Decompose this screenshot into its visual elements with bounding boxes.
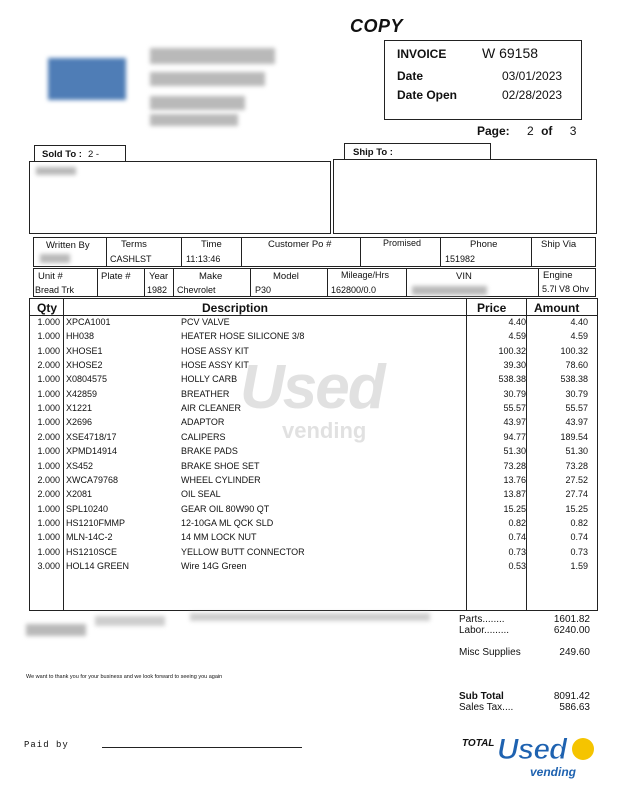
cell-part: HOL14 GREEN	[66, 560, 130, 571]
time-value: 11:13:46	[186, 254, 221, 264]
cell-qty: 1.000	[37, 317, 60, 327]
watermark-used: Used	[240, 353, 384, 422]
cell-desc: CALIPERS	[181, 431, 226, 442]
date-open-label: Date Open	[397, 88, 458, 102]
copy-label: COPY	[350, 16, 404, 36]
cell-part: HS1210SCE	[66, 546, 118, 557]
table-row	[33, 489, 596, 503]
cell-price: 100.32	[498, 345, 526, 356]
ship-to-box	[333, 159, 597, 234]
cell-part: XPMD14914	[66, 446, 118, 457]
cell-desc: BRAKE SHOE SET	[181, 460, 260, 471]
cell-part: X0804575	[66, 374, 108, 385]
cell-desc: OIL SEAL	[181, 489, 221, 500]
table-row	[33, 475, 596, 489]
cell-amount: 27.74	[565, 489, 588, 500]
table-row	[33, 461, 596, 475]
cell-price: 43.97	[503, 417, 526, 428]
table-row	[33, 561, 596, 575]
cell-price: 4.59	[508, 331, 526, 342]
customer-po-label: Customer Po #	[268, 239, 332, 250]
cell-part: SPL10240	[66, 503, 109, 514]
redacted-notes	[26, 624, 86, 636]
cell-qty: 1.000	[37, 374, 60, 385]
year-label: Year	[149, 271, 169, 282]
page-of: of	[541, 124, 553, 138]
table-row	[33, 504, 596, 518]
cell-desc: 12-10GA ML QCK SLD	[181, 517, 274, 528]
watermark-vending: vending	[282, 418, 367, 443]
redacted-vin	[412, 286, 487, 295]
cell-amount: 0.74	[570, 532, 588, 543]
labor-value: 6240.00	[553, 625, 590, 636]
cell-price: 4.40	[508, 317, 526, 327]
redacted-notes	[190, 613, 430, 621]
cell-qty: 2.000	[37, 474, 60, 485]
cell-desc: WHEEL CYLINDER	[181, 474, 261, 485]
engine-value: 5.7l V8 Ohv	[542, 284, 590, 294]
cell-part: XS452	[66, 460, 94, 471]
make-label: Make	[199, 271, 223, 282]
make-value: Chevrolet	[177, 285, 216, 295]
cell-price: 55.57	[503, 403, 526, 414]
page-current: 2	[527, 124, 534, 138]
qty-header: Qty	[37, 301, 58, 315]
signature-line	[102, 747, 302, 748]
logo-sun-icon	[572, 738, 594, 760]
cell-part: X2696	[66, 417, 93, 428]
redacted-logo	[48, 58, 126, 100]
redacted-sold-to	[36, 167, 76, 175]
table-row	[33, 317, 596, 331]
invoice-number: W 69158	[482, 45, 539, 61]
table-row	[33, 446, 596, 460]
phone-value: 151982	[445, 254, 476, 264]
cell-price: 13.76	[503, 474, 526, 485]
date-open-value: 02/28/2023	[502, 88, 563, 102]
redacted-address-line	[150, 72, 265, 86]
cell-price: 0.53	[508, 560, 526, 571]
cell-price: 13.87	[503, 489, 526, 500]
cell-desc: ADAPTOR	[181, 417, 225, 428]
price-header: Price	[477, 301, 507, 315]
table-row	[33, 331, 596, 345]
invoice-label: INVOICE	[397, 47, 447, 61]
cell-amount: 43.97	[565, 417, 588, 428]
promised-label: Promised	[383, 238, 422, 248]
cell-qty: 1.000	[37, 331, 60, 342]
subtotal-label: Sub Total	[459, 691, 504, 702]
cell-qty: 1.000	[37, 403, 60, 414]
cell-qty: 1.000	[37, 517, 60, 528]
redacted-company-name	[150, 48, 275, 64]
cell-desc: AIR CLEANER	[181, 403, 242, 414]
cell-price: 94.77	[503, 431, 526, 442]
cell-desc: Wire 14G Green	[181, 560, 247, 571]
logo-vending: vending	[530, 765, 577, 779]
vin-label: VIN	[456, 271, 472, 282]
cell-part: HH038	[66, 331, 95, 342]
cell-desc: BRAKE PADS	[181, 446, 238, 457]
cell-part: XHOSE1	[66, 345, 103, 356]
cell-qty: 2.000	[37, 431, 60, 442]
thank-you-note: We want to thank you for your business and we look forward to seeing you again	[26, 674, 223, 680]
parts-label: Parts........	[459, 614, 505, 625]
cell-qty: 3.000	[37, 560, 60, 571]
cell-price: 51.30	[503, 446, 526, 457]
mileage-label: Mileage/Hrs	[341, 270, 390, 280]
cell-desc: HOLLY CARB	[181, 374, 238, 385]
cell-price: 39.30	[503, 360, 526, 371]
page-indicator	[477, 124, 576, 138]
cell-part: XWCA79768	[66, 474, 119, 485]
cell-part: X2081	[66, 489, 93, 500]
cell-qty: 1.000	[37, 345, 60, 356]
logo-used: Used	[497, 733, 567, 766]
ship-to-label: Ship To :	[353, 147, 393, 158]
date-value: 03/01/2023	[502, 69, 563, 83]
engine-label: Engine	[543, 270, 573, 281]
cell-desc: YELLOW BUTT CONNECTOR	[181, 546, 305, 557]
cell-amount: 189.54	[560, 431, 588, 442]
page-total: 3	[569, 124, 577, 138]
cell-price: 0.73	[508, 546, 526, 557]
model-label: Model	[273, 271, 299, 282]
redacted-notes	[95, 616, 165, 626]
unit-label: Unit #	[38, 271, 63, 282]
ship-via-label: Ship Via	[541, 239, 577, 250]
cell-price: 15.25	[503, 503, 526, 514]
paid-by-label: Paid by	[24, 740, 69, 750]
table-header-divider	[29, 315, 598, 316]
cell-amount: 27.52	[565, 474, 588, 485]
redacted-address-line	[150, 114, 238, 126]
cell-desc: HOSE ASSY KIT	[181, 360, 249, 371]
cell-part: X1221	[66, 403, 93, 414]
cell-desc: GEAR OIL 80W90 QT	[181, 503, 270, 514]
sold-to-value: 2 -	[88, 149, 100, 160]
cell-amount: 55.57	[565, 403, 588, 414]
page-label: Page:	[477, 124, 510, 138]
cell-amount: 0.73	[570, 546, 588, 557]
cell-qty: 2.000	[37, 489, 60, 500]
cell-part: HS1210FMMP	[66, 517, 126, 528]
cell-amount: 30.79	[565, 388, 588, 399]
tax-label: Sales Tax....	[459, 702, 514, 713]
table-row	[33, 547, 596, 561]
cell-desc: HEATER HOSE SILICONE 3/8	[181, 331, 305, 342]
time-label: Time	[201, 239, 222, 250]
misc-label: Misc Supplies	[459, 647, 521, 658]
cell-price: 0.82	[508, 517, 526, 528]
misc-value: 249.60	[559, 647, 590, 658]
cell-qty: 1.000	[37, 417, 60, 428]
written-by-label: Written By	[46, 240, 90, 251]
cell-desc: BREATHER	[181, 388, 230, 399]
cell-amount: 15.25	[565, 503, 588, 514]
cell-amount: 4.40	[570, 317, 588, 327]
cell-amount: 100.32	[560, 345, 588, 356]
terms-label: Terms	[121, 239, 147, 250]
date-label: Date	[397, 69, 424, 83]
cell-qty: 1.000	[37, 388, 60, 399]
cell-qty: 2.000	[37, 360, 60, 371]
unit-value: Bread Trk	[35, 285, 75, 295]
parts-value: 1601.82	[553, 614, 590, 625]
cell-price: 538.38	[498, 374, 526, 385]
cell-price: 73.28	[503, 460, 526, 471]
cell-desc: HOSE ASSY KIT	[181, 345, 249, 356]
cell-amount: 73.28	[565, 460, 588, 471]
redacted-address-line	[150, 96, 245, 110]
cell-amount: 538.38	[560, 374, 588, 385]
redacted-written-by	[40, 254, 70, 263]
cell-part: XSE4718/17	[66, 431, 117, 442]
table-row	[33, 532, 596, 546]
cell-amount: 4.59	[570, 331, 588, 342]
subtotal-value: 8091.42	[553, 691, 590, 702]
sold-to-label: Sold To :	[42, 149, 82, 160]
cell-qty: 1.000	[37, 503, 60, 514]
plate-label: Plate #	[101, 271, 131, 282]
table-row	[33, 518, 596, 532]
phone-label: Phone	[470, 239, 498, 250]
year-value: 1982	[147, 285, 168, 295]
cell-part: X42859	[66, 388, 98, 399]
cell-qty: 1.000	[37, 446, 60, 457]
cell-amount: 78.60	[565, 360, 588, 371]
terms-value: CASHLST	[110, 254, 152, 264]
description-header: Description	[202, 301, 269, 315]
cell-desc: PCV VALVE	[181, 317, 230, 327]
tax-value: 586.63	[559, 702, 590, 713]
cell-qty: 1.000	[37, 546, 60, 557]
cell-amount: 0.82	[570, 517, 588, 528]
labor-label: Labor.........	[459, 625, 510, 636]
mileage-value: 162800/0.0	[331, 285, 377, 295]
cell-desc: 14 MM LOCK NUT	[181, 532, 257, 543]
model-value: P30	[255, 285, 272, 295]
cell-part: XPCA1001	[66, 317, 111, 327]
cell-price: 0.74	[508, 532, 526, 543]
cell-qty: 1.000	[37, 460, 60, 471]
cell-amount: 1.59	[570, 560, 588, 571]
cell-amount: 51.30	[565, 446, 588, 457]
cell-part: MLN-14C-2	[66, 532, 113, 543]
total-label: TOTAL	[462, 738, 495, 749]
cell-qty: 1.000	[37, 532, 60, 543]
amount-header: Amount	[534, 301, 580, 315]
cell-price: 30.79	[503, 388, 526, 399]
cell-part: XHOSE2	[66, 360, 103, 371]
